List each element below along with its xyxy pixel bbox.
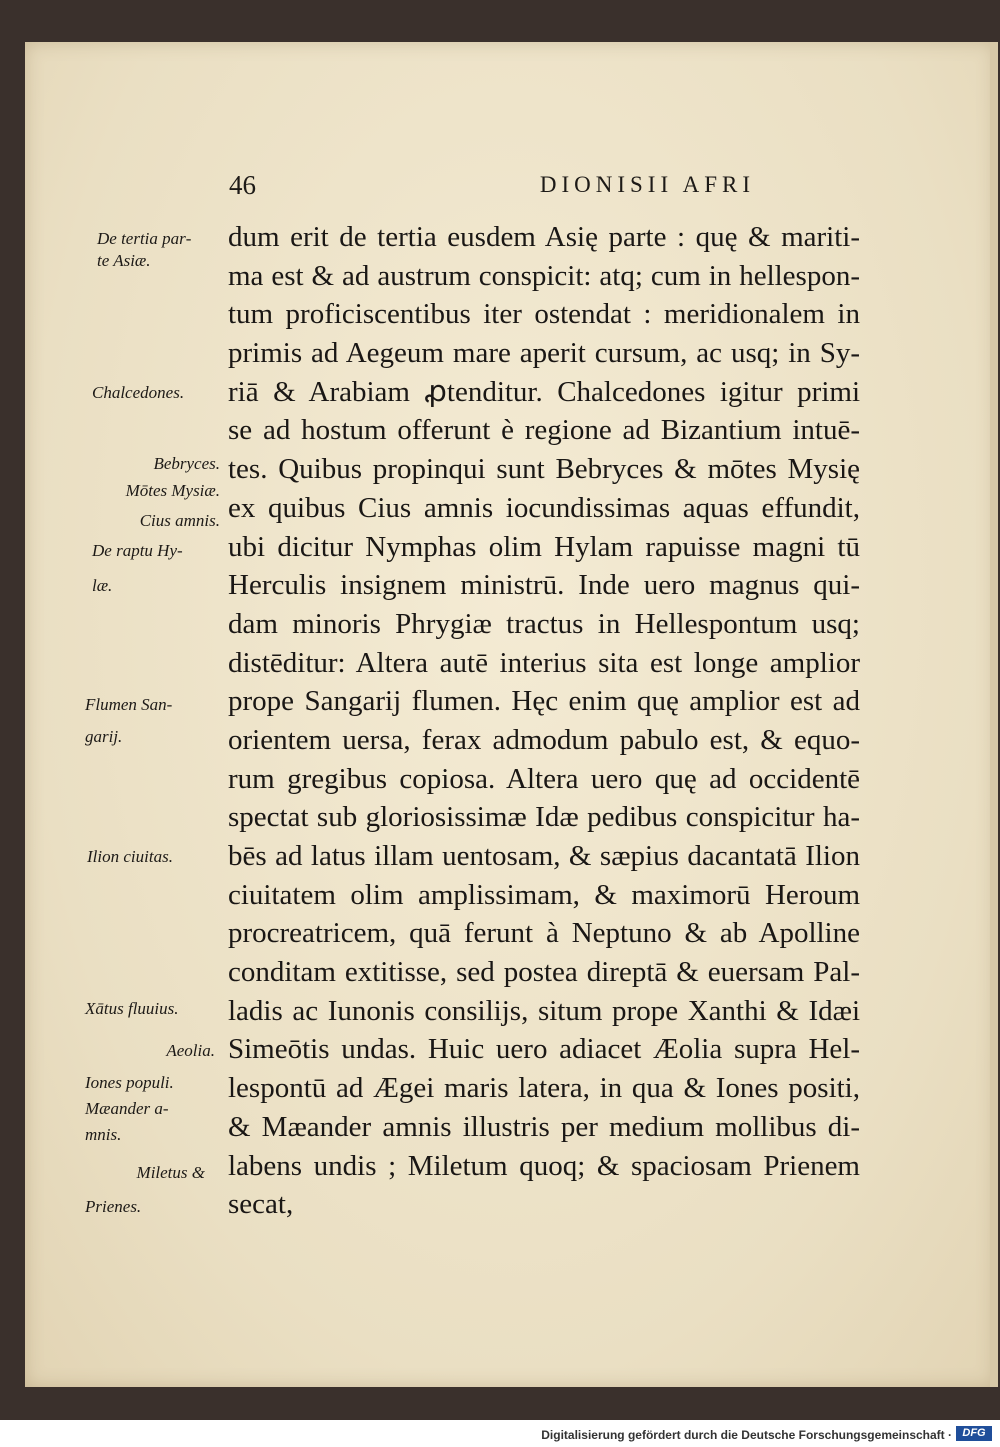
margin-note: De raptu Hy‑ bbox=[92, 541, 183, 560]
text-line: lespontū ad Ægei maris latera, in qua & Iones positi, bbox=[228, 1072, 860, 1105]
text-line: labens undis ; Miletum quoq; & spaciosam Prienem bbox=[228, 1149, 860, 1182]
text-line: conditam extitisse, sed postea direptā & euersam Pal‑ bbox=[228, 956, 860, 989]
text-line: ma est & ad austrum conspicit: atq; cum in hellespon‑ bbox=[228, 259, 860, 292]
text-line: tes. Quibus propinqui sunt Bebryces & mōtes Mysię bbox=[228, 453, 860, 486]
page-number: 46 bbox=[229, 170, 256, 200]
margin-note: Mæander a‑ bbox=[85, 1099, 169, 1118]
dfg-logo-icon: DFG bbox=[956, 1426, 992, 1441]
margin-note: Cius amnis. bbox=[139, 511, 220, 530]
margin-note: Ilion ciuitas. bbox=[87, 847, 173, 866]
text-line: se ad hostum offerunt è regione ad Bizantium intuē‑ bbox=[228, 414, 860, 447]
text-line: bēs ad latus illam uentosam, & sæpius dacantatā Ilion bbox=[228, 840, 860, 872]
margin-note: Xātus fluuius. bbox=[85, 999, 179, 1018]
text-line: dum erit de tertia eusdem Asię parte : quę & mariti‑ bbox=[228, 221, 860, 253]
text-line: distēditur: Altera autē interius sita est longe amplior bbox=[228, 646, 860, 679]
text-line: ciuitatem olim amplissimam, & maximorū Heroum bbox=[228, 878, 860, 911]
text-line: ubi dicitur Nymphas olim Hylam rapuisse magni tū bbox=[228, 530, 860, 563]
text-line: prope Sangarij flumen. Hęc enim quę amplior est ad bbox=[228, 685, 860, 718]
running-head bbox=[225, 170, 755, 210]
text-line: tum proficiscentibus iter ostendat : meridionalem in bbox=[228, 298, 860, 331]
margin-note: te Asiæ. bbox=[97, 251, 151, 270]
page-edge bbox=[990, 42, 998, 1387]
margin-note: mnis. bbox=[85, 1125, 122, 1144]
text-line: dam minoris Phrygiæ tractus in Hellespontum usq; bbox=[228, 607, 860, 640]
body-text bbox=[228, 218, 860, 1224]
margin-note: Flumen San‑ bbox=[85, 695, 173, 714]
text-line: ex quibus Cius amnis iocundissimas aquas effundit, bbox=[228, 491, 860, 524]
margin-note: Mōtes Mysiæ. bbox=[125, 481, 220, 500]
text-line: orientem uersa, ferax admodum pabulo est, & equo‑ bbox=[228, 723, 860, 756]
margin-note: Bebryces. bbox=[153, 454, 220, 473]
margin-note: garij. bbox=[85, 727, 123, 746]
margin-note: Chalcedones. bbox=[92, 383, 185, 402]
margin-note: Miletus & bbox=[136, 1163, 205, 1182]
footer-bar bbox=[0, 1420, 1000, 1447]
text-line: spectat sub gloriosissimæ Idæ pedibus conspicitur ha‑ bbox=[228, 801, 860, 834]
text-line: ladis ac Iunonis consilijs, situm prope Xanthi & Idæi bbox=[228, 994, 860, 1027]
text-line: procreatricem, quā ferunt à Neptuno & ab Apolline bbox=[228, 917, 860, 950]
text-line: Simeōtis undas. Huic uero adiacet Æolia supra Hel‑ bbox=[228, 1033, 860, 1066]
margin-note: læ. bbox=[92, 576, 113, 595]
margin-note: De tertia par‑ bbox=[97, 229, 192, 248]
text-line: primis ad Aegeum mare aperit cursum, ac usq; in Sy‑ bbox=[228, 337, 860, 370]
text-line: & Mæander amnis illustris per medium mollibus di‑ bbox=[228, 1110, 860, 1143]
text-line: rum gregibus copiosa. Altera uero quę ad occidentē bbox=[228, 762, 860, 795]
margin-note: Iones populi. bbox=[85, 1073, 174, 1092]
margin-note: Aeolia. bbox=[166, 1041, 215, 1060]
digitization-credit: Digitalisierung gefördert durch die Deutsche Forschungsgemeinschaft · bbox=[541, 1428, 952, 1442]
running-title: DIONISII AFRI bbox=[539, 172, 755, 197]
margin-note: Prienes. bbox=[85, 1197, 142, 1216]
text-line: Herculis insignem ministrū. Inde uero magnus qui‑ bbox=[228, 569, 860, 602]
text-line: riā & Arabiam ꝓtenditur. Chalcedones igitur primi bbox=[228, 375, 860, 408]
catchword: secat, bbox=[228, 1188, 294, 1221]
